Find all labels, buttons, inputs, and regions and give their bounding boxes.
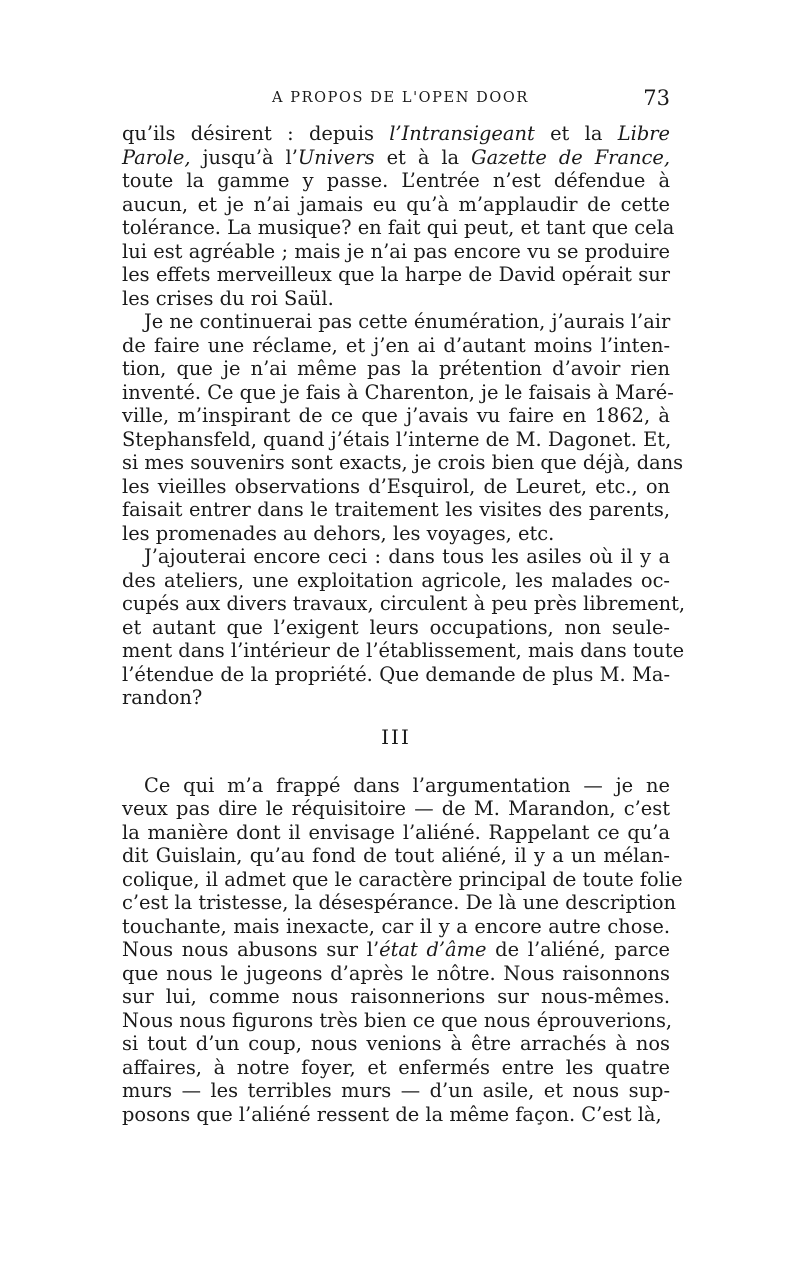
section-heading: III [381,724,411,749]
text-line [122,938,670,962]
text-line [122,475,670,499]
text-line [122,404,670,428]
text-line [122,821,670,845]
text-segment: touchante, mais inexacte, car il y a encore autre chose. [122,914,670,938]
text-segment: J’ajouterai encore ceci : dans tous les asiles où il y a [144,545,670,568]
text-segment: murs — les terribles murs — d’un asile, et nous sup- [122,1079,670,1102]
text-line [122,1079,670,1103]
italic-text: Libre [617,122,670,145]
text-segment: posons que l’aliéné ressent de la même façon. C’est là, [122,1102,662,1126]
text-line [122,169,670,193]
text-line [122,797,670,821]
text-segment: randon? [122,686,203,709]
text-segment: jusqu’à l’ [190,145,298,169]
text-line [122,451,684,475]
page-number: 73 [643,86,670,110]
text-segment: de l’aliéné, parce [486,938,670,961]
text-segment: cupés aux divers travaux, circulent à peu près librement, [122,592,686,615]
text-segment: toute la gamme y passe. L’entrée n’est défendue à [122,169,670,192]
running-title: A PROPOS DE L'OPEN DOOR [272,90,529,106]
text-line [122,867,683,892]
text-line [122,569,670,593]
text-segment: et à la [374,145,472,169]
italic-text: Gazette de France, [471,145,670,169]
text-line [122,310,670,334]
text-segment: aucun, et je n’ai jamais eu qu’à m’applaudir de cette [122,192,670,216]
body-text [122,122,686,1126]
italic-text: Univers [297,145,375,169]
text-segment: tion, que je n’ai même pas la prétention d’avoir rien [122,357,670,380]
text-segment: les crises du roi Saül. [122,286,334,310]
text-segment: Nous nous abusons sur l’ [122,938,380,961]
text-segment: sur lui, comme nous raisonnerions sur nous-mêmes. [122,985,670,1008]
text-segment: que nous le jugeons d’après le nôtre. Nous raisonnons [122,961,670,985]
text-segment: tolérance. La musique? en fait qui peut, et tant que cela [122,216,675,239]
text-line [122,663,670,687]
text-line [122,774,670,798]
text-line [122,240,670,264]
text-segment: ville, m’inspirant de ce que j’avais vu faire en 1862, à [122,404,670,427]
text-line [122,915,670,939]
text-segment: et la [534,122,618,145]
text-line [122,592,686,616]
text-segment: de faire une réclame, et j’en ai d’autant moins l’inten- [122,333,670,357]
text-line [122,193,670,217]
text-line [122,522,670,546]
text-segment: colique, il admet que le caractère principal de toute folie [122,867,683,891]
text-line [122,844,670,868]
text-line [122,428,670,452]
paragraph-3 [122,545,686,710]
text-segment: faisait entrer dans le traitement les visites des parents, [122,498,670,521]
text-segment: les effets merveilleux que la harpe de David opérait sur [122,263,670,286]
text-segment: veux pas dire le réquisitoire — de M. Marandon, c’est [122,797,670,820]
text-line [122,1008,673,1033]
text-line [122,146,670,170]
text-line [122,122,670,146]
paragraph-4 [122,773,683,1127]
text-line [122,616,670,640]
text-segment: qu’ils désirent : depuis [122,122,390,145]
text-line [122,686,670,710]
text-line [122,380,674,405]
text-segment: si mes souvenirs sont exacts, je crois bien que déjà, dans [122,451,684,474]
text-segment: les promenades au dehors, les voyages, etc. [122,521,555,545]
text-line [122,287,670,311]
text-line [122,985,670,1009]
text-line [122,1032,670,1056]
text-segment: et autant que l’exigent leurs occupations, non seule- [122,615,670,639]
text-line [122,1056,670,1080]
paragraph-2 [122,310,684,545]
text-line [122,498,670,522]
text-segment: Ce qui m’a frappé dans l’argumentation — je ne [144,773,670,797]
text-segment: lui est agréable ; mais je n’ai pas encore vu se produire [122,239,670,263]
text-segment: des ateliers, une exploitation agricole, les malades oc- [122,568,670,592]
text-line [122,891,677,915]
text-line [122,357,670,381]
text-segment: Nous nous figurons très bien ce que nous éprouverions, [122,1008,673,1032]
text-line [122,334,670,358]
text-line [122,545,670,569]
italic-text: l’Intransigeant [389,122,535,145]
paragraph-1 [122,122,675,310]
text-line [122,216,675,240]
text-segment: c’est la tristesse, la désespérance. De là une description [122,891,677,914]
text-segment: dit Guislain, qu’au fond de tout aliéné, il y a un mélan- [122,844,670,867]
text-line [122,1103,670,1127]
text-segment: affaires, à notre foyer, et enfermés entre les quatre [122,1055,670,1079]
italic-text: état d’âme [379,938,487,961]
text-segment: Je ne continuerai pas cette énumération, j’aurais l’air [144,310,671,333]
text-line [122,639,685,663]
text-line [122,962,670,986]
text-segment: si tout d’un coup, nous venions à être arrachés à nos [122,1032,670,1055]
text-segment: la manière dont il envisage l’aliéné. Rappelant ce qu’a [122,820,670,844]
text-segment: inventé. Ce que je fais à Charenton, je le faisais à Maré- [122,380,674,404]
text-segment: Stephansfeld, quand j’étais l’interne de M. Dagonet. Et, [122,427,672,451]
running-head [122,88,670,114]
italic-text: Parole, [122,145,191,169]
text-line [122,263,670,287]
text-segment: l’étendue de la propriété. Que demande de plus M. Ma- [122,662,670,686]
text-segment: ment dans l’intérieur de l’établissement, mais dans toute [122,639,685,662]
text-segment: les vieilles observations d’Esquirol, de Leuret, etc., on [122,474,670,498]
